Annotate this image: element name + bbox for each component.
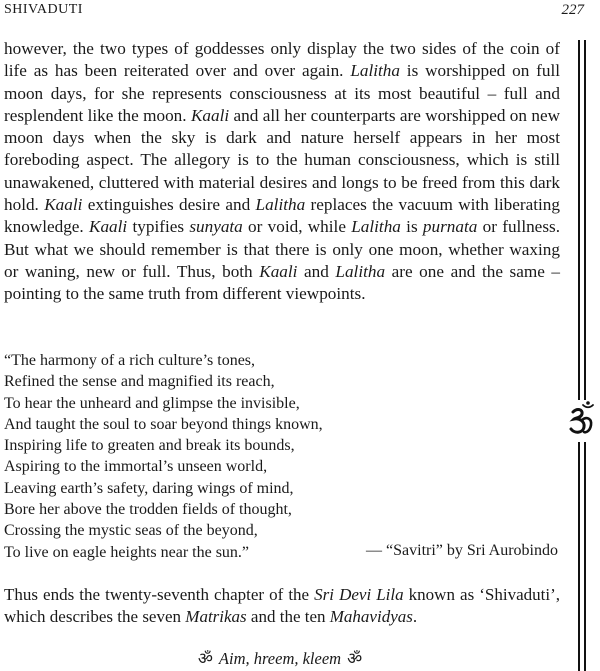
deity-name: Lalitha <box>351 217 401 237</box>
invocation-mantra: Aim, hreem, kleem <box>218 649 342 668</box>
verse-line: And taught the soul to soar beyond things known, <box>4 415 323 433</box>
text-run: . <box>412 607 418 627</box>
margin-rule-inner <box>584 40 586 671</box>
deity-name: Kaali <box>89 217 128 237</box>
deity-name: Lalitha <box>255 195 306 215</box>
text-run: known as ‘Shivaduti’, which describes the seven <box>4 585 560 627</box>
body-paragraph <box>4 38 560 306</box>
sanskrit-term: purnata <box>422 217 478 237</box>
verse-line: To hear the unheard and glimpse the invisible, <box>4 394 300 412</box>
deity-name: Lalitha <box>350 61 400 81</box>
chapter-closing-paragraph <box>4 584 560 629</box>
sanskrit-term: sunyata <box>189 217 243 237</box>
text-run: typifies <box>127 217 190 237</box>
verse-line: To live on eagle heights near the sun.” <box>4 543 250 561</box>
text-run: and <box>297 261 336 281</box>
page-number: 227 <box>561 2 584 18</box>
deity-name: Lalitha <box>335 261 386 281</box>
running-head: SHIVADUTI <box>4 2 83 17</box>
verse-line: Inspiring life to greaten and break its bounds, <box>4 437 295 455</box>
verse-quotation <box>4 350 560 563</box>
deity-name: Kaali <box>259 261 298 281</box>
om-icon: ॐ <box>197 649 213 668</box>
deity-name: Kaali <box>44 195 83 215</box>
text-run: and the ten <box>246 607 330 627</box>
verse-line: Refined the sense and magnified its reach, <box>4 373 275 391</box>
text-run: and all her counterparts are worshipped on new moon days when the sky is dark and nature herself appears in her most foreboding aspect. The allegory is to the human consciousness, which is still unawakened, cluttered with material desires and longs to be freed from this dark hold. <box>4 105 560 215</box>
sanskrit-term: Matrikas <box>185 607 247 627</box>
closing-invocation <box>0 646 560 669</box>
verse-line: Crossing the mystic seas of the beyond, <box>4 522 258 540</box>
text-run: or fullness. But what we should remember is that there is only one moon, whether waxing or waning, new or full. Thus, both <box>4 217 560 281</box>
verse-line: Bore her above the trodden fields of thought, <box>4 501 292 519</box>
sanskrit-term: Mahavidyas <box>329 607 413 627</box>
verse-attribution: — “Savitri” by Sri Aurobindo <box>366 542 558 559</box>
text-run: are one and the same – pointing to the same truth from different viewpoints. <box>4 261 560 304</box>
book-title: Sri Devi Lila <box>314 585 404 604</box>
text-run: however, the two types of goddesses only display the two sides of the coin of life as has been reiterated over and over again. <box>4 39 560 81</box>
verse-line: “The harmony of a rich culture’s tones, <box>4 352 256 369</box>
margin-rule-outer <box>578 40 580 671</box>
text-run: is worshipped on full moon days, for she represents consciousness at its most beautiful – full and resplendent like the moon. <box>4 61 561 125</box>
verse-line: Leaving earth’s safety, daring wings of mind, <box>4 479 294 497</box>
om-symbol-icon <box>566 400 596 442</box>
text-run: Thus ends the twenty-seventh chapter of the <box>4 585 315 604</box>
text-run: or void, while <box>242 217 352 237</box>
om-icon: ॐ <box>347 649 363 668</box>
text-run: extinguishes desire and <box>82 195 256 215</box>
text-run: is <box>400 217 423 237</box>
verse-line: Aspiring to the immortal’s unseen world, <box>4 458 268 476</box>
deity-name: Kaali <box>190 105 230 125</box>
text-run: replaces the vacuum with liberating knowledge. <box>4 195 560 237</box>
